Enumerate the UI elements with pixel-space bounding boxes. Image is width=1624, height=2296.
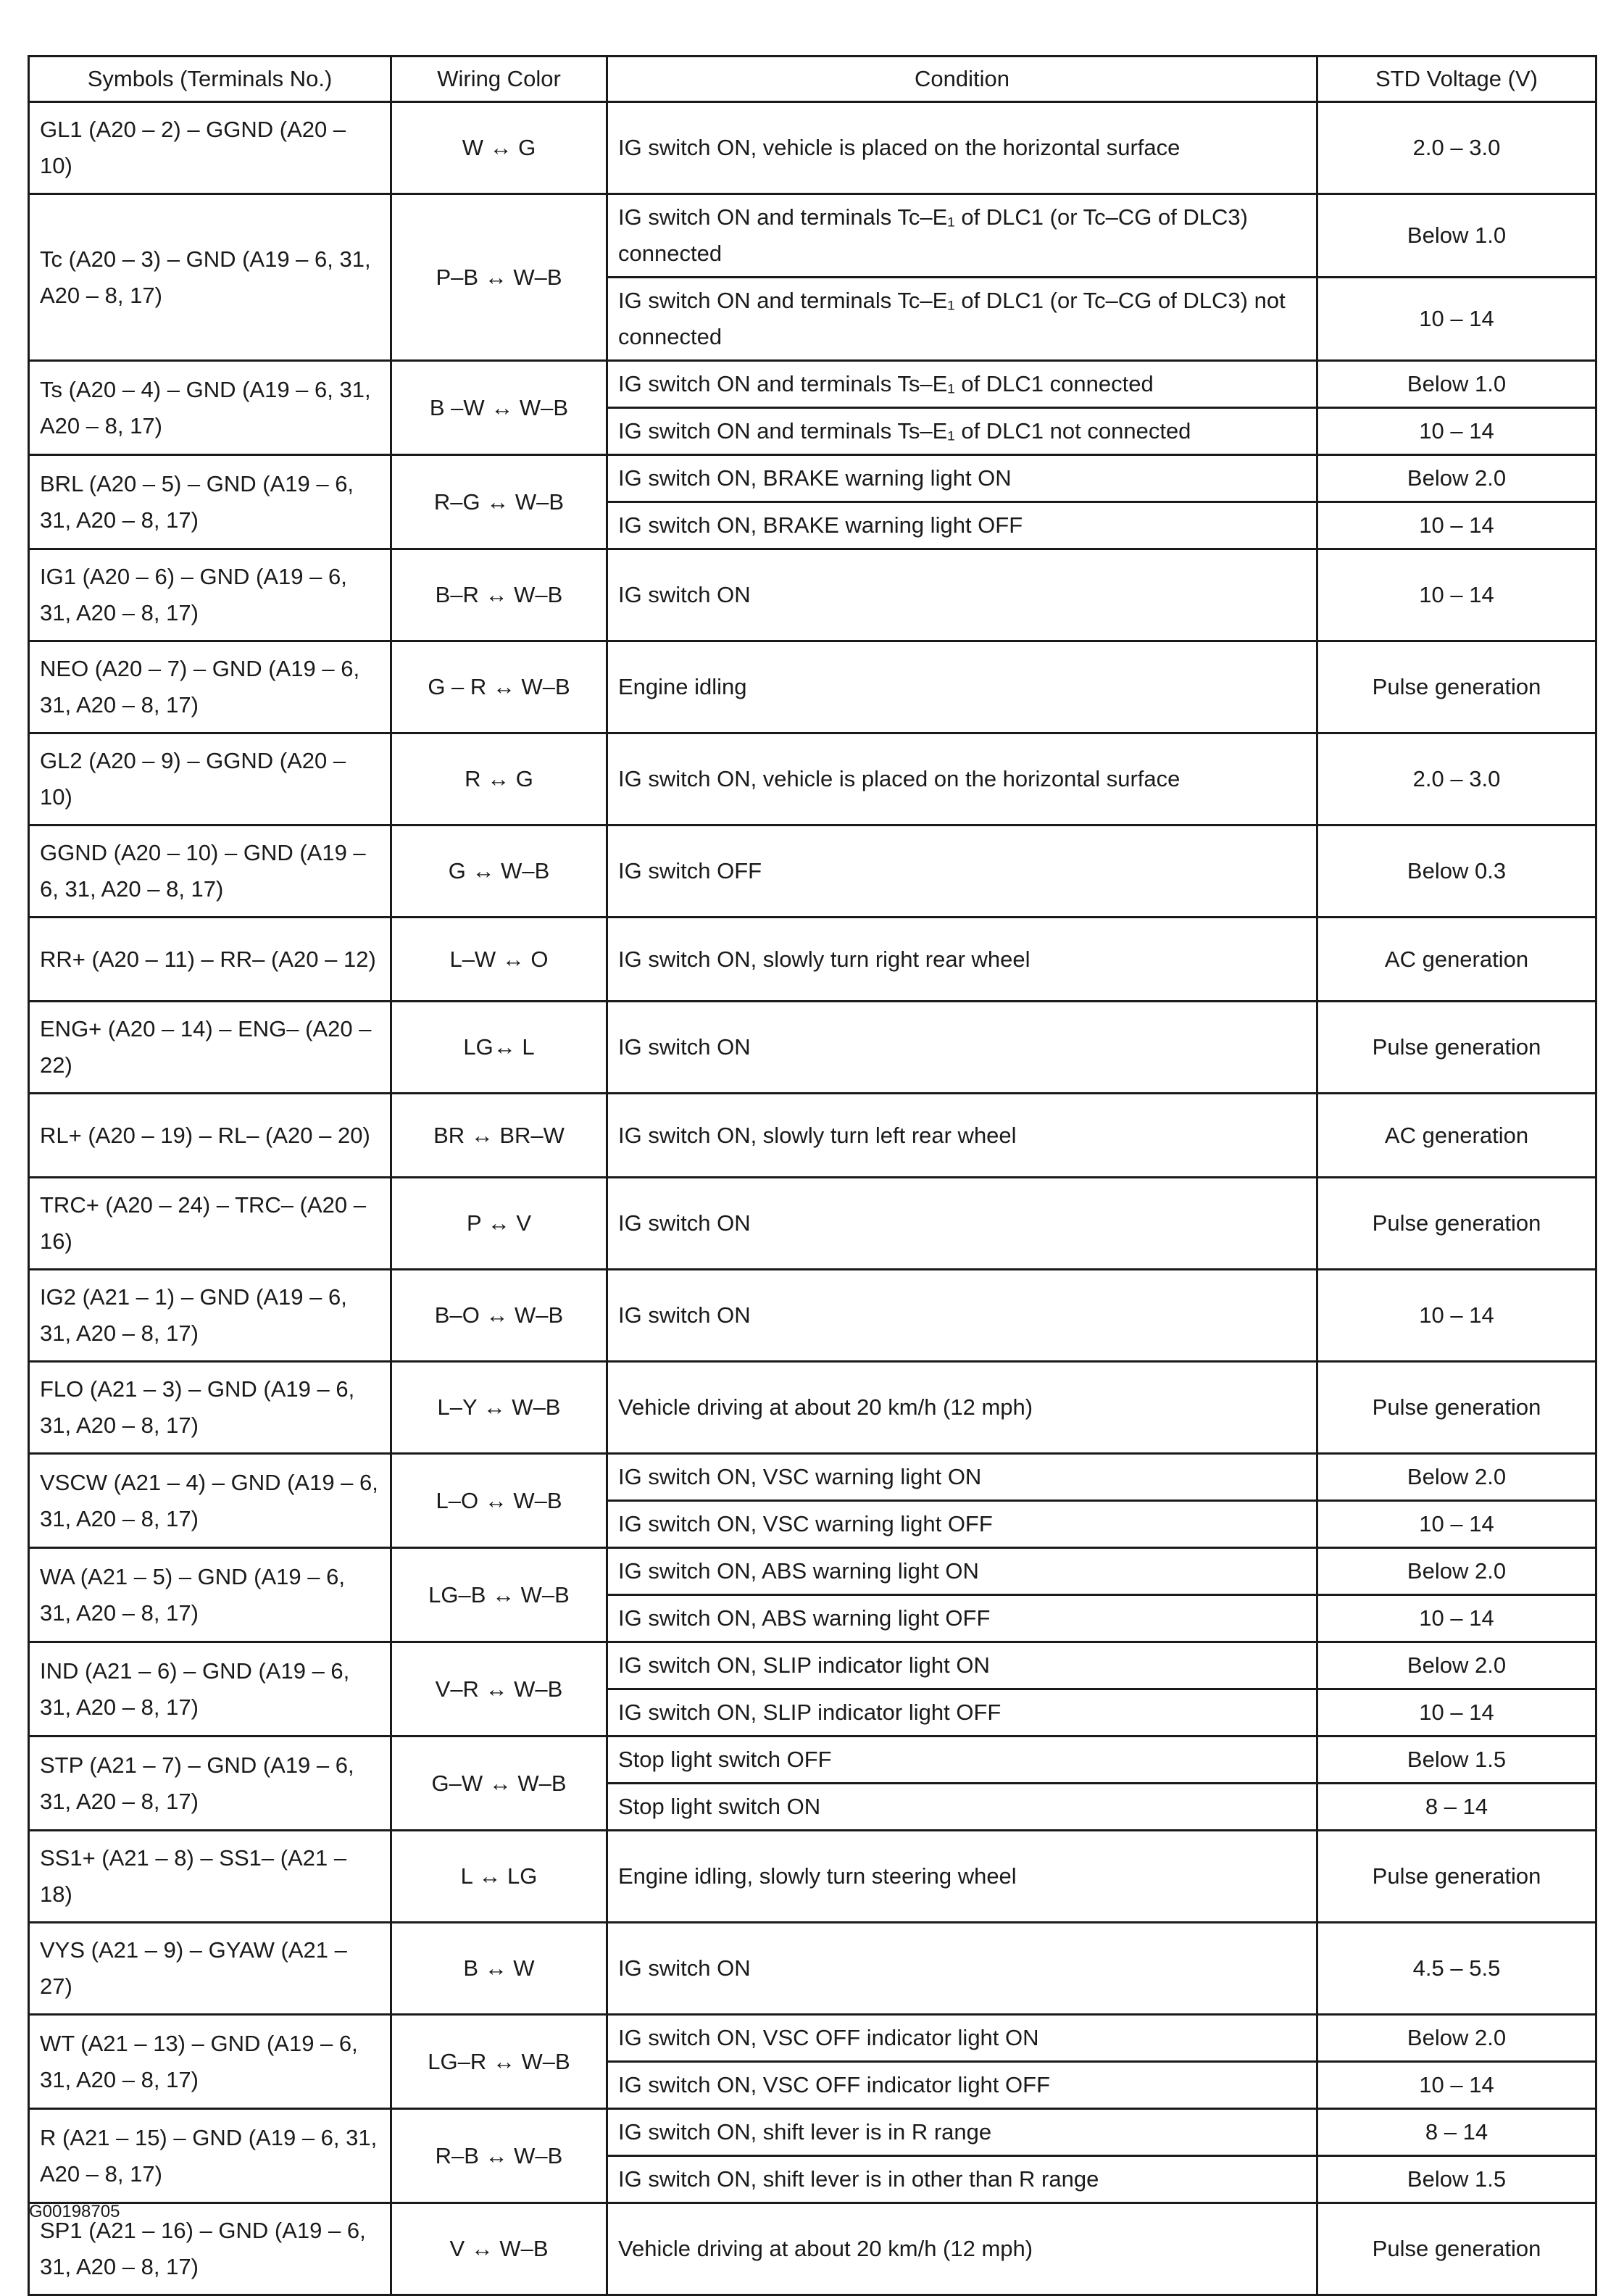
std-voltage-cell: Pulse generation [1317,1362,1596,1454]
condition-cell: IG switch ON, VSC warning light OFF [607,1501,1317,1548]
condition-cell: IG switch ON, shift lever is in R range [607,2109,1317,2156]
terminal-symbol-cell: STP (A21 – 7) – GND (A19 – 6, 31, A20 – 8, 17) [29,1736,391,1831]
std-voltage-cell: Pulse generation [1317,1002,1596,1094]
condition-cell: IG switch ON, slowly turn right rear wheel [607,918,1317,1002]
std-voltage-cell: 10 – 14 [1317,2062,1596,2109]
condition-cell: IG switch ON [607,1270,1317,1362]
std-voltage-cell: AC generation [1317,918,1596,1002]
std-voltage-cell: Below 2.0 [1317,2015,1596,2062]
figure-id: G00198705 [29,2202,120,2221]
wiring-color-cell: R ↔ G [391,733,607,825]
terminal-symbol-cell: VYS (A21 – 9) – GYAW (A21 – 27) [29,1923,391,2015]
wiring-color-cell: L–Y ↔ W–B [391,1362,607,1454]
terminal-symbol-cell: IND (A21 – 6) – GND (A19 – 6, 31, A20 – 8, 17) [29,1642,391,1736]
condition-cell: IG switch ON and terminals Ts–E₁ of DLC1 not connected [607,408,1317,455]
table-row [29,1548,1596,1595]
terminal-symbol-cell: RR+ (A20 – 11) – RR– (A20 – 12) [29,918,391,1002]
wiring-color-cell: G – R ↔ W–B [391,641,607,733]
condition-cell: IG switch ON, slowly turn left rear wheel [607,1094,1317,1178]
table-row [29,549,1596,641]
header-condition: Condition [607,57,1317,102]
table-body [29,102,1596,2295]
condition-cell: IG switch ON, vehicle is placed on the horizontal surface [607,733,1317,825]
terminal-symbol-cell: RL+ (A20 – 19) – RL– (A20 – 20) [29,1094,391,1178]
table-row [29,1831,1596,1923]
terminal-symbol-cell: SP1 (A21 – 16) – GND (A19 – 6, 31, A20 – 8, 17) [29,2203,391,2295]
terminal-symbol-cell: WA (A21 – 5) – GND (A19 – 6, 31, A20 – 8, 17) [29,1548,391,1642]
condition-cell: IG switch ON [607,1002,1317,1094]
wiring-color-cell: R–B ↔ W–B [391,2109,607,2203]
condition-cell: Stop light switch ON [607,1784,1317,1831]
terminal-symbol-cell: IG1 (A20 – 6) – GND (A19 – 6, 31, A20 – 8, 17) [29,549,391,641]
condition-cell: Vehicle driving at about 20 km/h (12 mph) [607,2203,1317,2295]
terminal-symbol-cell: FLO (A21 – 3) – GND (A19 – 6, 31, A20 – 8, 17) [29,1362,391,1454]
terminal-symbol-cell: TRC+ (A20 – 24) – TRC– (A20 – 16) [29,1178,391,1270]
terminal-symbol-cell: R (A21 – 15) – GND (A19 – 6, 31, A20 – 8, 17) [29,2109,391,2203]
table-row [29,102,1596,194]
std-voltage-cell: Pulse generation [1317,1178,1596,1270]
wiring-color-cell: L–O ↔ W–B [391,1454,607,1548]
condition-cell: IG switch ON and terminals Tc–E₁ of DLC1 (or Tc–CG of DLC3) connected [607,194,1317,278]
table-row [29,194,1596,278]
condition-cell: Engine idling [607,641,1317,733]
condition-cell: IG switch ON, ABS warning light OFF [607,1595,1317,1642]
wiring-color-cell: B –W ↔ W–B [391,361,607,455]
condition-cell: IG switch ON, BRAKE warning light ON [607,455,1317,502]
std-voltage-cell: 8 – 14 [1317,2109,1596,2156]
condition-cell: IG switch ON, shift lever is in other than R range [607,2156,1317,2203]
std-voltage-cell: 10 – 14 [1317,408,1596,455]
terminal-symbol-cell: NEO (A20 – 7) – GND (A19 – 6, 31, A20 – 8, 17) [29,641,391,733]
table-row [29,1362,1596,1454]
terminal-symbol-cell: BRL (A20 – 5) – GND (A19 – 6, 31, A20 – 8, 17) [29,455,391,549]
std-voltage-cell: 2.0 – 3.0 [1317,733,1596,825]
table-row [29,1270,1596,1362]
terminal-symbol-cell: GL2 (A20 – 9) – GGND (A20 – 10) [29,733,391,825]
table-row [29,641,1596,733]
std-voltage-cell: Pulse generation [1317,1831,1596,1923]
condition-cell: Vehicle driving at about 20 km/h (12 mph) [607,1362,1317,1454]
wiring-color-cell: L ↔ LG [391,1831,607,1923]
terminal-symbol-cell: WT (A21 – 13) – GND (A19 – 6, 31, A20 – 8, 17) [29,2015,391,2109]
terminal-symbol-cell: Tc (A20 – 3) – GND (A19 – 6, 31, A20 – 8, 17) [29,194,391,361]
wiring-color-cell: B–R ↔ W–B [391,549,607,641]
table-row [29,733,1596,825]
wiring-color-cell: V ↔ W–B [391,2203,607,2295]
table-row [29,825,1596,918]
wiring-color-cell: BR ↔ BR–W [391,1094,607,1178]
std-voltage-cell: 10 – 14 [1317,502,1596,549]
table-row [29,2015,1596,2062]
terminal-voltage-table [28,55,1597,2296]
wiring-color-cell: W ↔ G [391,102,607,194]
terminal-symbol-cell: GL1 (A20 – 2) – GGND (A20 – 10) [29,102,391,194]
table-row [29,1178,1596,1270]
std-voltage-cell: Pulse generation [1317,641,1596,733]
wiring-color-cell: R–G ↔ W–B [391,455,607,549]
std-voltage-cell: 10 – 14 [1317,1270,1596,1362]
condition-cell: IG switch ON, VSC OFF indicator light OFF [607,2062,1317,2109]
table-header-row [29,57,1596,102]
wiring-color-cell: B–O ↔ W–B [391,1270,607,1362]
std-voltage-cell: Below 1.5 [1317,1736,1596,1784]
terminal-symbol-cell: ENG+ (A20 – 14) – ENG– (A20 – 22) [29,1002,391,1094]
table-row [29,1094,1596,1178]
condition-cell: Engine idling, slowly turn steering wheel [607,1831,1317,1923]
condition-cell: IG switch ON, VSC warning light ON [607,1454,1317,1501]
condition-cell: IG switch ON and terminals Ts–E₁ of DLC1 connected [607,361,1317,408]
condition-cell: IG switch ON and terminals Tc–E₁ of DLC1 (or Tc–CG of DLC3) not connected [607,278,1317,361]
std-voltage-cell: 2.0 – 3.0 [1317,102,1596,194]
wiring-color-cell: P–B ↔ W–B [391,194,607,361]
std-voltage-cell: Below 0.3 [1317,825,1596,918]
terminal-symbol-cell: SS1+ (A21 – 8) – SS1– (A21 – 18) [29,1831,391,1923]
wiring-color-cell: LG–B ↔ W–B [391,1548,607,1642]
wiring-color-cell: G ↔ W–B [391,825,607,918]
condition-cell: IG switch ON [607,549,1317,641]
table-row [29,2109,1596,2156]
wiring-color-cell: LG–R ↔ W–B [391,2015,607,2109]
header-wiring-color: Wiring Color [391,57,607,102]
table-row [29,1923,1596,2015]
header-symbols: Symbols (Terminals No.) [29,57,391,102]
table-row [29,361,1596,408]
std-voltage-cell: 10 – 14 [1317,1501,1596,1548]
terminal-symbol-cell: GGND (A20 – 10) – GND (A19 – 6, 31, A20 – 8, 17) [29,825,391,918]
condition-cell: IG switch ON [607,1178,1317,1270]
condition-cell: IG switch ON, BRAKE warning light OFF [607,502,1317,549]
table-row [29,1454,1596,1501]
std-voltage-cell: Below 2.0 [1317,1454,1596,1501]
condition-cell: Stop light switch OFF [607,1736,1317,1784]
std-voltage-cell: Below 1.5 [1317,2156,1596,2203]
wiring-color-cell: LG↔ L [391,1002,607,1094]
std-voltage-cell: 10 – 14 [1317,278,1596,361]
std-voltage-cell: Below 1.0 [1317,194,1596,278]
condition-cell: IG switch ON, SLIP indicator light ON [607,1642,1317,1689]
std-voltage-cell: 10 – 14 [1317,549,1596,641]
table-row [29,2203,1596,2295]
table-row [29,1736,1596,1784]
terminal-symbol-cell: VSCW (A21 – 4) – GND (A19 – 6, 31, A20 – 8, 17) [29,1454,391,1548]
table-row [29,455,1596,502]
std-voltage-cell: 4.5 – 5.5 [1317,1923,1596,2015]
table-row [29,918,1596,1002]
wiring-color-cell: G–W ↔ W–B [391,1736,607,1831]
condition-cell: IG switch ON, VSC OFF indicator light ON [607,2015,1317,2062]
table-row [29,1642,1596,1689]
condition-cell: IG switch OFF [607,825,1317,918]
std-voltage-cell: 10 – 14 [1317,1595,1596,1642]
terminal-symbol-cell: IG2 (A21 – 1) – GND (A19 – 6, 31, A20 – 8, 17) [29,1270,391,1362]
std-voltage-cell: Below 1.0 [1317,361,1596,408]
std-voltage-cell: Below 2.0 [1317,1548,1596,1595]
terminal-symbol-cell: Ts (A20 – 4) – GND (A19 – 6, 31, A20 – 8, 17) [29,361,391,455]
std-voltage-cell: Pulse generation [1317,2203,1596,2295]
wiring-color-cell: B ↔ W [391,1923,607,2015]
std-voltage-cell: Below 2.0 [1317,1642,1596,1689]
wiring-color-cell: L–W ↔ O [391,918,607,1002]
std-voltage-cell: AC generation [1317,1094,1596,1178]
wiring-color-cell: P ↔ V [391,1178,607,1270]
std-voltage-cell: 8 – 14 [1317,1784,1596,1831]
condition-cell: IG switch ON, ABS warning light ON [607,1548,1317,1595]
condition-cell: IG switch ON [607,1923,1317,2015]
condition-cell: IG switch ON, SLIP indicator light OFF [607,1689,1317,1736]
terminal-voltage-table-container [28,55,1595,2296]
header-std-voltage: STD Voltage (V) [1317,57,1596,102]
std-voltage-cell: Below 2.0 [1317,455,1596,502]
table-row [29,1002,1596,1094]
condition-cell: IG switch ON, vehicle is placed on the horizontal surface [607,102,1317,194]
wiring-color-cell: V–R ↔ W–B [391,1642,607,1736]
std-voltage-cell: 10 – 14 [1317,1689,1596,1736]
